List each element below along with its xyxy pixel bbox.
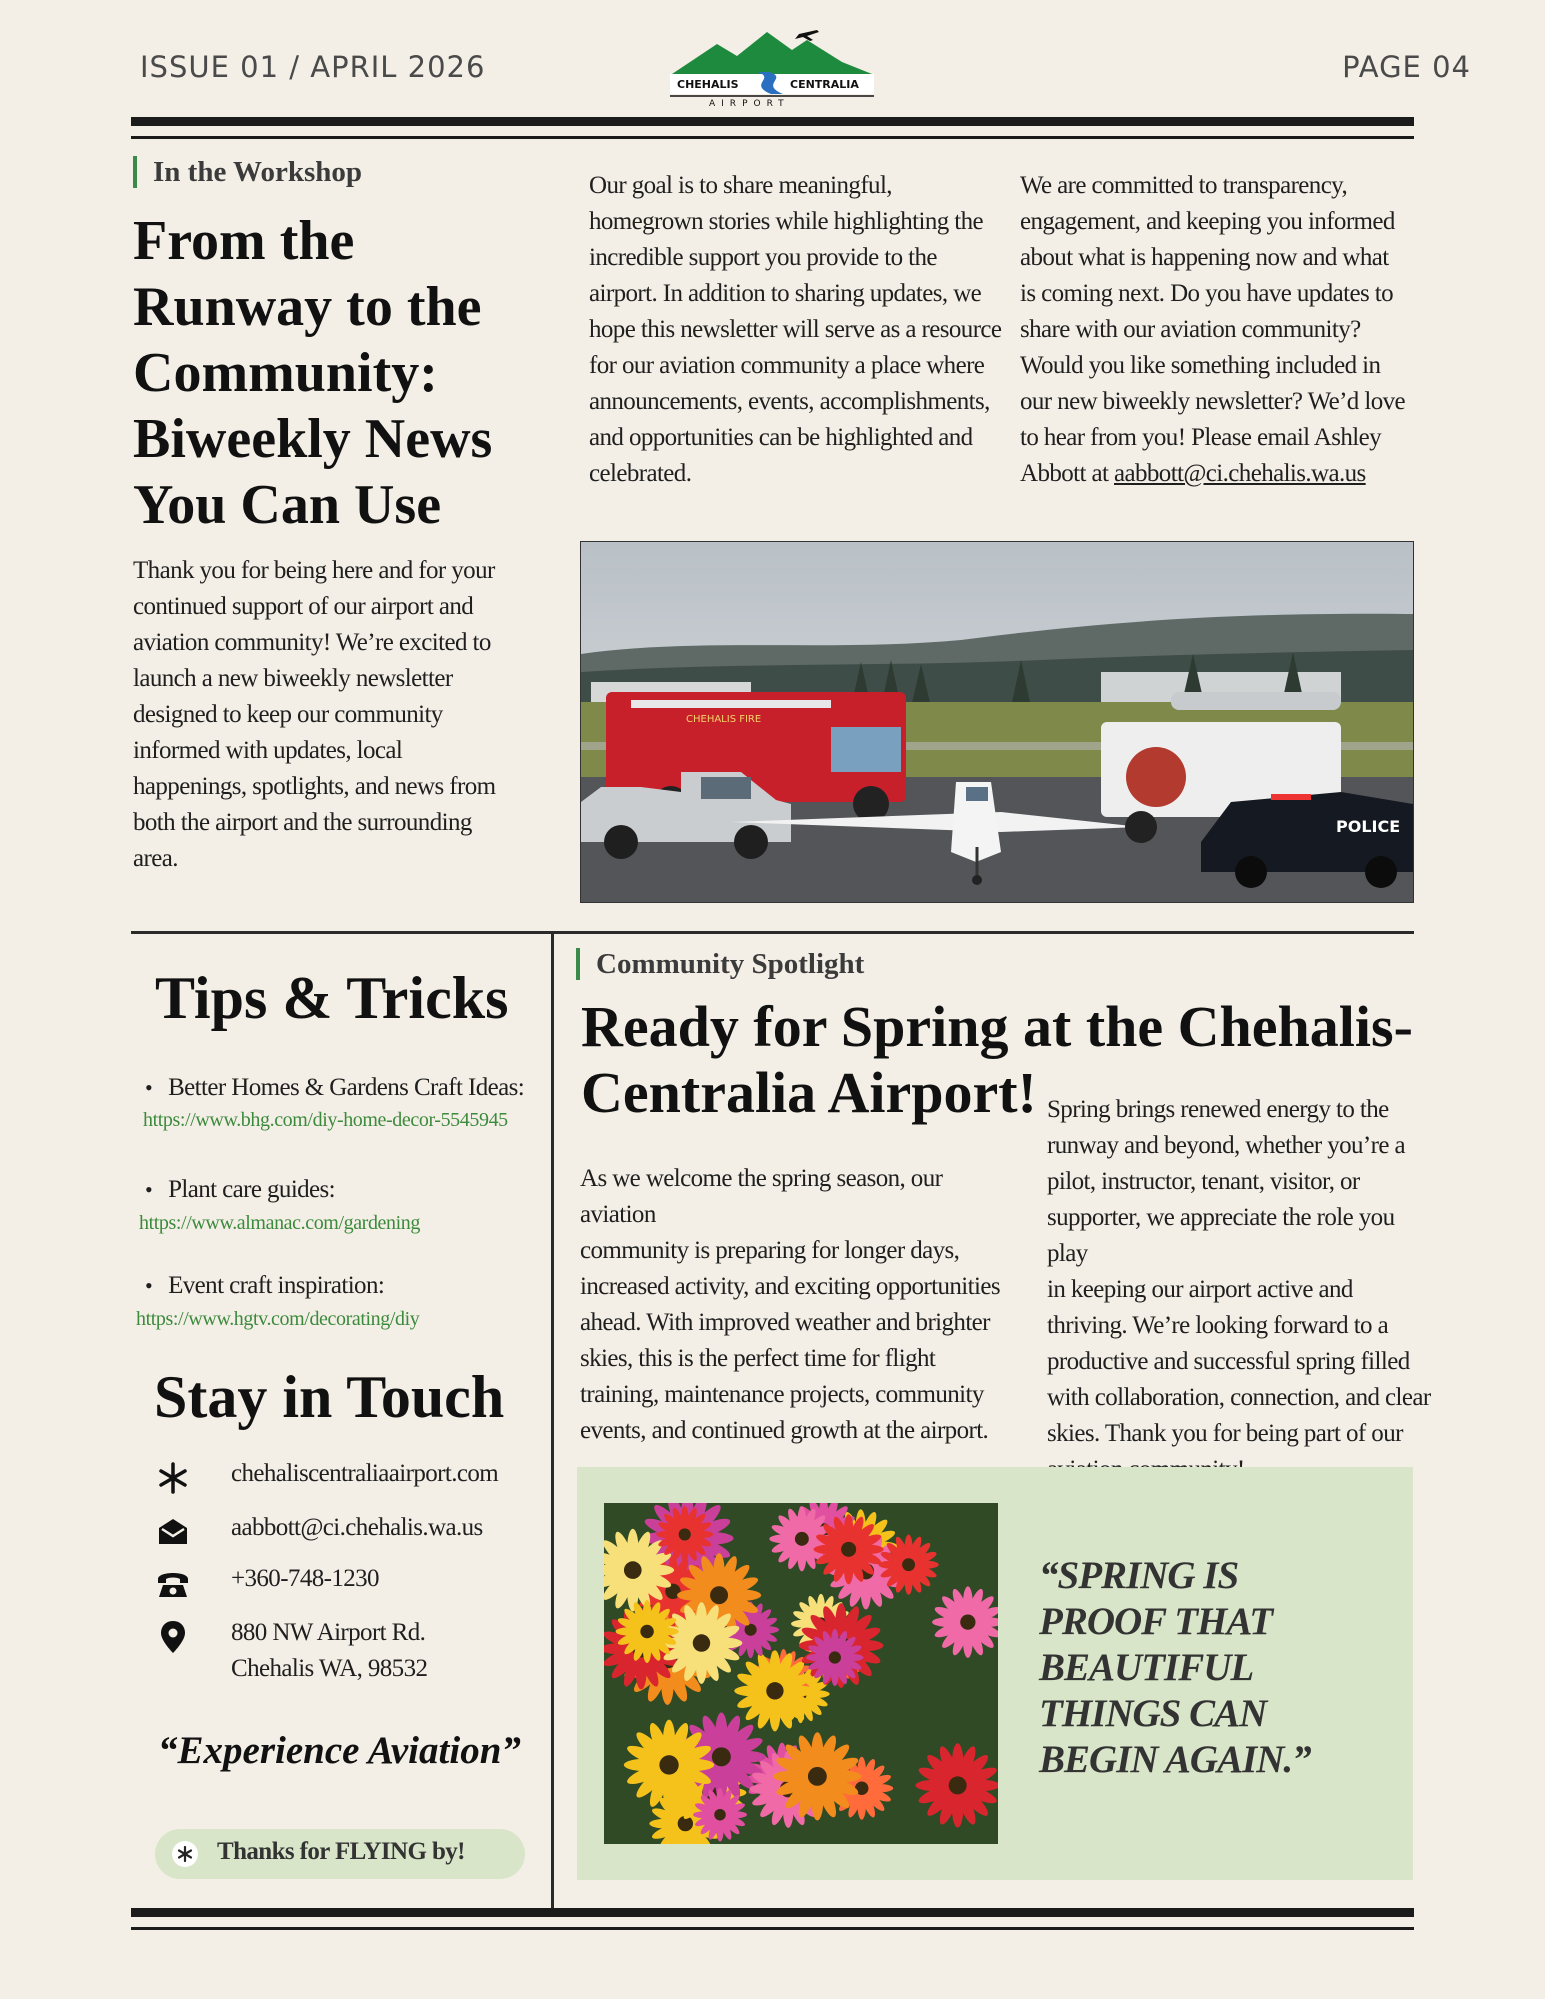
tip-label: • Plant care guides: [145,1176,335,1204]
text-line: with collaboration, connection, and clear [1047,1384,1431,1411]
text-line: supporter, we appreciate the role you play [1047,1204,1395,1267]
flower-icon [616,1600,679,1663]
spotlight-column-1 [580,1161,1020,1449]
flower-icon [624,1720,714,1810]
quote-line: “SPRING IS [1039,1554,1239,1597]
airport-logo [667,26,877,110]
issue-date: ISSUE 01 / APRIL 2026 [140,50,486,84]
text-line: incredible support you provide to the [589,244,937,271]
text-line: to hear from you! Please email Ashley [1020,424,1382,451]
logo-sub-text: AIRPORT [709,99,790,109]
text-line: Thank you for being here and for your [133,557,495,584]
tips-title: Tips & Tricks [155,965,509,1031]
flower-icon [878,1535,938,1595]
address-line: 880 NW Airport Rd. [231,1619,426,1646]
website-link[interactable]: chehaliscentraliaairport.com [231,1460,499,1487]
headline-line: Centralia Airport! [581,1060,1037,1125]
text-line: informed with updates, local [133,737,403,764]
address [231,1615,427,1687]
text-line: airport. In addition to sharing updates, we [589,280,982,307]
fire-truck-label: CHEHALIS FIRE [686,714,762,725]
text-line: happenings, spotlights, and news from [133,773,496,800]
text-line: We are committed to transparency, [1020,172,1348,199]
flower-icon [814,1514,884,1584]
thanks-text: Thanks for FLYING by! [217,1838,465,1865]
contact-email-link[interactable]: aabbott@ci.chehalis.wa.us [1114,460,1366,487]
envelope-icon [155,1514,191,1550]
page-number: PAGE 04 [1342,50,1471,84]
flower-icon [773,1732,861,1820]
text-line: community is preparing for longer days, [580,1237,960,1264]
text-line: Would you like something included in [1020,352,1381,379]
thanks-pill [155,1829,525,1879]
headline-line: You Can Use [133,474,442,536]
photo-illustration [581,542,1413,902]
phone-icon [155,1565,191,1601]
spotlight-kicker: Community Spotlight [576,948,864,980]
text-line: thriving. We’re looking forward to a [1047,1312,1389,1339]
workshop-intro [133,553,533,877]
phone-number[interactable]: +360-748-1230 [231,1565,379,1592]
spring-quote [1039,1553,1311,1783]
text-line: pilot, instructor, tenant, visitor, or [1047,1168,1360,1195]
text-line: for our aviation community a place where [589,352,985,379]
text-line: training, maintenance projects, community [580,1381,984,1408]
footer-rule-thick [131,1908,1414,1917]
text-line: ahead. With improved weather and brighter [580,1309,990,1336]
text-line: skies, this is the perfect time for flight [580,1345,936,1372]
headline-line: From the [133,210,355,272]
contact-title: Stay in Touch [154,1364,505,1430]
workshop-headline [133,208,533,538]
text-line: hope this newsletter will serve as a resource [589,316,1002,343]
text-line: runway and beyond, whether you’re a [1047,1132,1406,1159]
gerbera-flowers-photo [604,1503,998,1844]
column-divider [551,933,554,1912]
runway-vehicles-photo [580,541,1414,903]
text-line: engagement, and keeping you informed [1020,208,1395,235]
text-line: launch a new biweekly newsletter [133,665,453,692]
text-line: celebrated. [589,460,692,487]
text-line: Our goal is to share meaningful, [589,172,892,199]
text-line: events, and continued growth at the airport. [580,1417,989,1444]
headline-line: Ready for Spring at the Chehalis- [581,994,1413,1059]
quote-line: THINGS CAN [1039,1692,1267,1735]
text-line: in keeping our airport active and [1047,1276,1353,1303]
flower-icon [656,1506,713,1563]
logo-left-text: CHEHALIS [677,78,739,91]
logo-right-text: CENTRALIA [790,78,859,91]
quote-line: PROOF THAT [1039,1600,1273,1643]
text-line: Spring brings renewed energy to the [1047,1096,1389,1123]
text-line: our new biweekly newsletter? We’d love [1020,388,1406,415]
email-link[interactable]: aabbott@ci.chehalis.wa.us [231,1514,483,1541]
text-line: is coming next. Do you have updates to [1020,280,1393,307]
text-line: both the airport and the surrounding [133,809,472,836]
tip-link[interactable]: https://www.hgtv.com/decorating/diy [136,1308,420,1330]
text-line [1020,456,1420,492]
tip-label: • Event craft inspiration: [145,1272,384,1300]
map-pin-icon [155,1619,191,1655]
text-line: productive and successful spring filled [1047,1348,1410,1375]
quote-line: BEGIN AGAIN.” [1039,1738,1311,1781]
footer-rule-thin [131,1927,1414,1930]
asterisk-icon [155,1460,191,1496]
flower-icon [806,1629,863,1686]
tip-link[interactable]: https://www.bhg.com/diy-home-decor-5545945 [143,1109,508,1131]
tip-label: • Better Homes & Gardens Craft Ideas: [145,1074,524,1102]
text-line: about what is happening now and what [1020,244,1389,271]
header-rule-thin [131,136,1414,139]
text-line: As we welcome the spring season, our aviation [580,1165,943,1228]
text-line: increased activity, and exciting opportunities [580,1273,1000,1300]
workshop-column-3 [1020,168,1420,492]
text-line: designed to keep our community [133,701,443,728]
asterisk-badge-icon [171,1840,199,1868]
airplane-icon [795,30,819,41]
flower-icon [915,1743,998,1827]
headline-line: Runway to the [133,276,482,338]
text-line: skies. Thank you for being part of our [1047,1420,1403,1447]
quote-line: BEAUTIFUL [1039,1646,1254,1689]
tip-link[interactable]: https://www.almanac.com/gardening [139,1212,420,1234]
text-line: aviation community! We’re excited to [133,629,491,656]
workshop-kicker: In the Workshop [133,156,362,188]
address-line: Chehalis WA, 98532 [231,1655,428,1682]
quote-box [577,1467,1413,1880]
text-line: and opportunities can be highlighted and [589,424,973,451]
text-line: continued support of our airport and [133,593,474,620]
headline-line: Biweekly News [133,408,493,470]
text-span: Abbott at [1020,460,1114,487]
text-line: share with our aviation community? [1020,316,1361,343]
motto: “Experience Aviation” [158,1729,521,1772]
workshop-column-2 [589,168,1009,492]
text-line: area. [133,845,178,872]
text-line: homegrown stories while highlighting the [589,208,984,235]
spotlight-column-2 [1047,1092,1437,1488]
headline-line: Community: [133,342,438,404]
section-divider [131,931,1414,934]
text-line: announcements, events, accomplishments, [589,388,990,415]
police-label: POLICE [1336,817,1401,836]
header-rule-thick [131,117,1414,126]
